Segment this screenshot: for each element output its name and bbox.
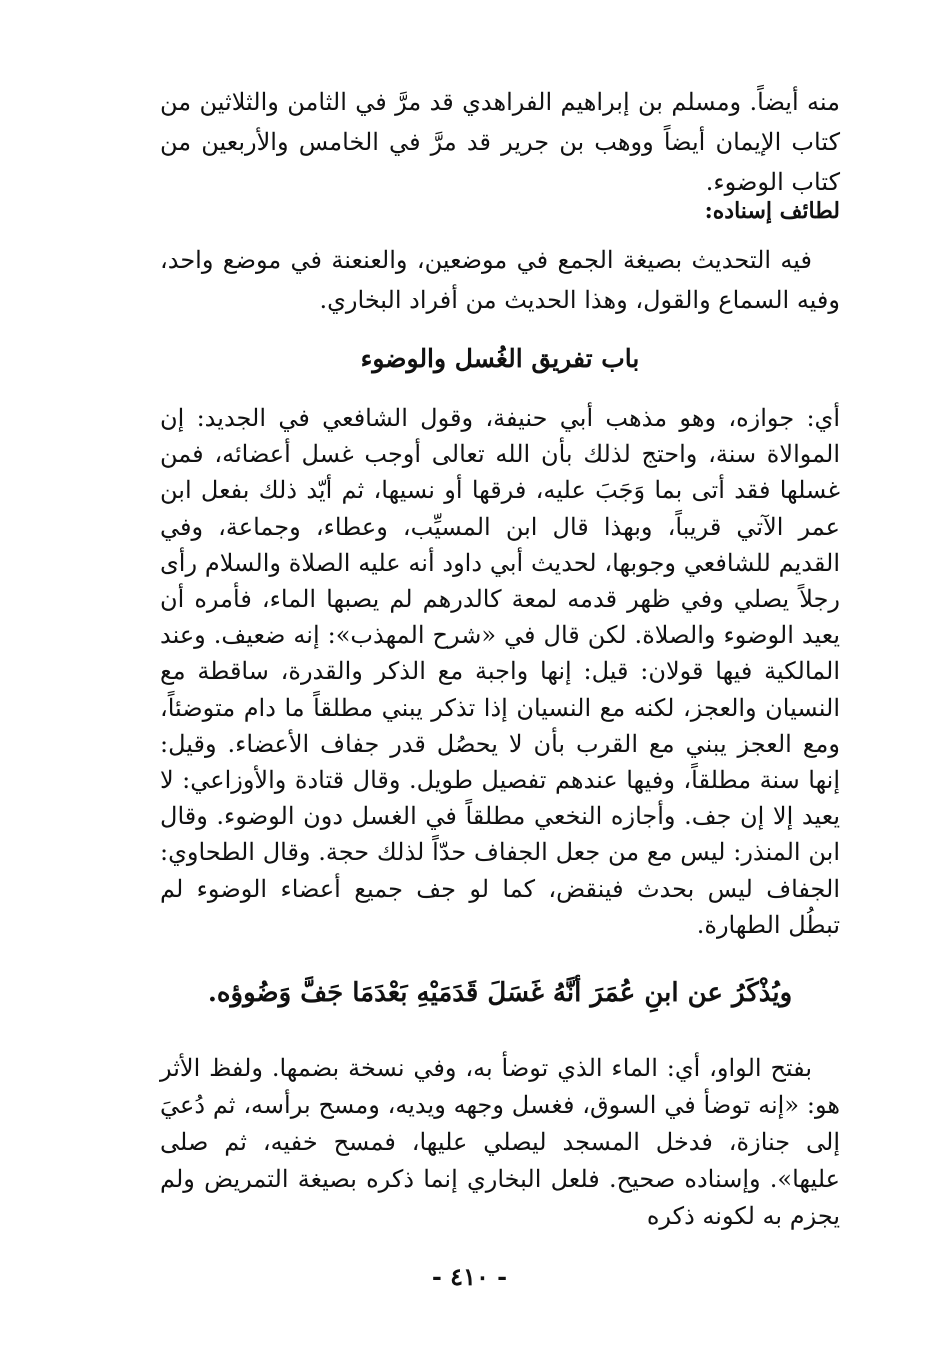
page-number: - ٤١٠ - [431,1262,508,1291]
athar-commentary-paragraph: بفتح الواو، أي: الماء الذي توضأ به، وفي نسخة بضمها. ولفظ الأثر هو: «إنه توضأ في السوق، فغسل وجهه ويديه، ومسح برأسه، ثم دُعيَ إلى جنازة، فدخل المسجد ليصلي عليها، فمسح خفيه، ثم صلى عليها». وإسناده صحيح. فلعل البخاري إنما ذكره بصيغة التمريض ولم يجزم به لكونه ذكره [160,1054,840,1230]
chapter-heading: باب تفريق الغُسل والوضوء [360,344,640,373]
lataif-paragraph: فيه التحديث بصيغة الجمع في موضعين، والعنعنة في موضع واحد، وفيه السماع والقول، وهذا الحديث من أفراد البخاري. [160,246,840,314]
lataif-paragraph-block [160,240,840,320]
chapter-commentary-block [160,400,840,943]
intro-paragraph-block [160,82,840,202]
athar-commentary-block [160,1050,840,1235]
intro-paragraph: منه أيضاً. ومسلم بن إبراهيم الفراهدي قد مرَّ في الثامن والثلاثين من كتاب الإيمان أيضاً ووهب بن جرير قد مرَّ في الخامس والأربعين من كتاب الوضوء. [160,88,840,196]
chapter-commentary-paragraph: أي: جوازه، وهو مذهب أبي حنيفة، وقول الشافعي في الجديد: إن الموالاة سنة، واحتج لذلك بأن الله تعالى أوجب غسل أعضائه، فمن غسلها فقد أتى بما وَجَبَ عليه، فرقها أو نسيها، ثم أيّد ذلك بفعل ابن عمر الآتي قريباً، وبهذا قال ابن المسيِّب، وعطاء، وجماعة، وفي القديم للشافعي وجوبها، لحديث أبي داود أنه عليه الصلاة والسلام رأى رجلاً يصلي وفي ظهر قدمه لمعة كالدرهم لم يصبها الماء، فأمره أن يعيد الوضوء والصلاة. لكن قال في «شرح المهذب»: إنه ضعيف. وعند المالكية فيها قولان: قيل: إنها واجبة مع الذكر والقدرة، ساقطة مع النسيان والعجز، لكنه مع النسيان إذا تذكر يبني مطلقاً ما دام متوضئاً، ومع العجز يبني مع القرب بأن لا يحصُل قدر جفاف الأعضاء. وقيل: إنها سنة مطلقاً، وفيها عندهم تفصيل طويل. وقال قتادة والأوزاعي: لا يعيد إلا إن جف. وأجازه النخعي مطلقاً في الغسل دون الوضوء. وقال ابن المنذر: ليس مع من جعل الجفاف حدّاً لذلك حجة. وقال الطحاوي: الجفاف ليس بحدث فينقض، كما لو جف جميع أعضاء الوضوء لم تبطُل الطهارة. [160,404,840,939]
athar-heading: ويُذْكَرُ عن ابنِ عُمَرَ أنَّهُ غَسَلَ قَدَمَيْهِ بَعْدَمَا جَفَّ وَضُوؤه. [207,978,793,1008]
lataif-heading: لطائف إسناده: [704,198,840,224]
